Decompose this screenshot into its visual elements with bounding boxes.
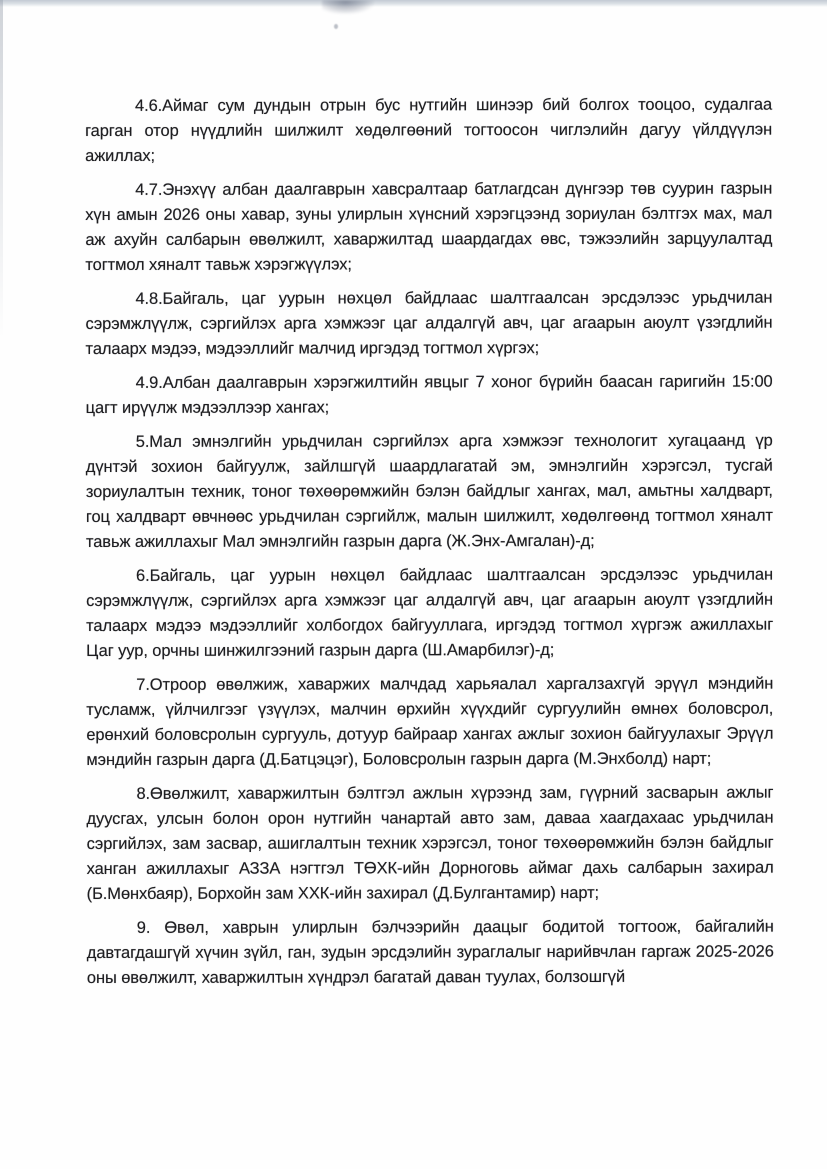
scan-speck-artifact: [334, 24, 338, 29]
paragraph-4-7: 4.7.Энэхүү албан даалгаврын хавсралтаар батлагдсан дүнгээр төв суурин газрын хүн амын 2026 оны хавар, зуны улирлын хүнсний хэрэгцээнд зориулан бэлтгэх мах, мал аж ахуйн салбарын өвөлжилт, хаваржилтад шаардагдах өвс, тэжээлийн зарцуулалтад тогтмол хяналт тавьж хэрэгжүүлэх;: [85, 179, 773, 274]
paragraph-4-9: 4.9.Албан даалгаврын хэрэгжилтийн явцыг 7 хоног бүрийн баасан гаригийн 15:00 цагт ирүүлж мэдээллээр хангах;: [85, 372, 773, 417]
scan-edge-artifact-left: [0, 0, 3, 340]
paragraph-8: 8.Өвөлжилт, хаваржилтын бэлтгэл ажлын хүрээнд зам, гүүрний засварын ажлыг дуусгах, улсын болон орон нутгийн чанартай авто зам, даваа хаагдахаас урьдчилан сэргийлэх, зам засвар, ашиглалтын техник хэрэгсэл, тоног төхөөрөмжийн бэлэн байдлыг ханган ажиллахыг АЗЗА нэгтгэл ТӨХК-ийн Дорноговь аймаг дахь салбарын захирал (Б.Мөнхбаяр), Борхойн зам ХХК-ийн захирал (Д.Булгантамир) нарт;: [86, 783, 774, 903]
scan-edge-artifact-top: [0, 0, 827, 7]
paragraph-4-8: 4.8.Байгаль, цаг уурын нөхцөл байдлаас шалтгаалсан эрсдэлээс урьдчилан сэрэмжлүүлж, сэргийлэх арга хэмжээг цаг алдалгүй авч, цаг агаарын аюулт үзэгдлийн талаарх мэдээ, мэдээллийг малчид иргэдэд тогтмол хүргэх;: [85, 288, 773, 358]
paragraph-6: 6.Байгаль, цаг уурын нөхцөл байдлаас шалтгаалсан эрсдэлээс урьдчилан сэрэмжлүүлж, сэргийлэх арга хэмжээг цаг алдалгүй авч, цаг агаарын аюулт үзэгдлийн талаарх мэдээ мэдээллийг холбогдох байгууллага, иргэдэд тогтмол хүргэж ажиллахыг Цаг уур, орчны шинжилгээний газрын дарга (Ш.Амарбилэг)-д;: [86, 565, 774, 660]
paragraph-4-6: 4.6.Аймаг сум дундын отрын бус нутгийн шинээр бий болгох тооцоо, судалгаа гарган отор нүүдлийн шилжилт хөдөлгөөний тогтоосон чиглэлийн дагуу үйлдүүлэн ажиллах;: [85, 95, 773, 165]
paragraph-5: 5.Мал эмнэлгийн урьдчилан сэргийлэх арга хэмжээг технологит хугацаанд үр дүнтэй зохион байгуулж, зайлшгүй шаардлагатай эм, эмнэлгийн хэрэгсэл, тусгай зориулалтын техник, тоног төхөөрөмжийн бэлэн байдлыг хангах, мал, амьтны халдварт, гоц халдварт өвчнөөс урьдчилан сэргийлж, малын шилжилт, хөдөлгөөнд тогтмол хяналт тавьж ажиллахыг Мал эмнэлгийн газрын дарга (Ж.Энх-Амгалан)-д;: [85, 431, 773, 551]
scan-smudge-artifact: [322, 0, 374, 14]
document-body: [85, 93, 774, 991]
paragraph-9: 9. Өвөл, хаврын улирлын бэлчээрийн даацыг бодитой тогтоож, байгалийн давтагдашгүй хүчин зүйл, ган, зудын эрсдэлийн зураглалыг нарийвчлан гаргаж 2025-2026 оны өвөлжилт, хаваржилтын хүндрэл багатай даван туулах, болзошгүй: [86, 917, 774, 987]
paragraph-7: 7.Отроор өвөлжиж, хаваржих малчдад харьяалал харгалзахгүй эрүүл мэндийн тусламж, үйлчилгээг үзүүлэх, малчин өрхийн хүүхдийг сургуулийн өмнөх боловсрол, ерөнхий боловсролын сургууль, дотуур байраар хангах ажлыг зохион байгуулахыг Эрүүл мэндийн газрын дарга (Д.Батцэцэг), Боловсролын газрын дарга (М.Энхболд) нарт;: [86, 674, 774, 769]
